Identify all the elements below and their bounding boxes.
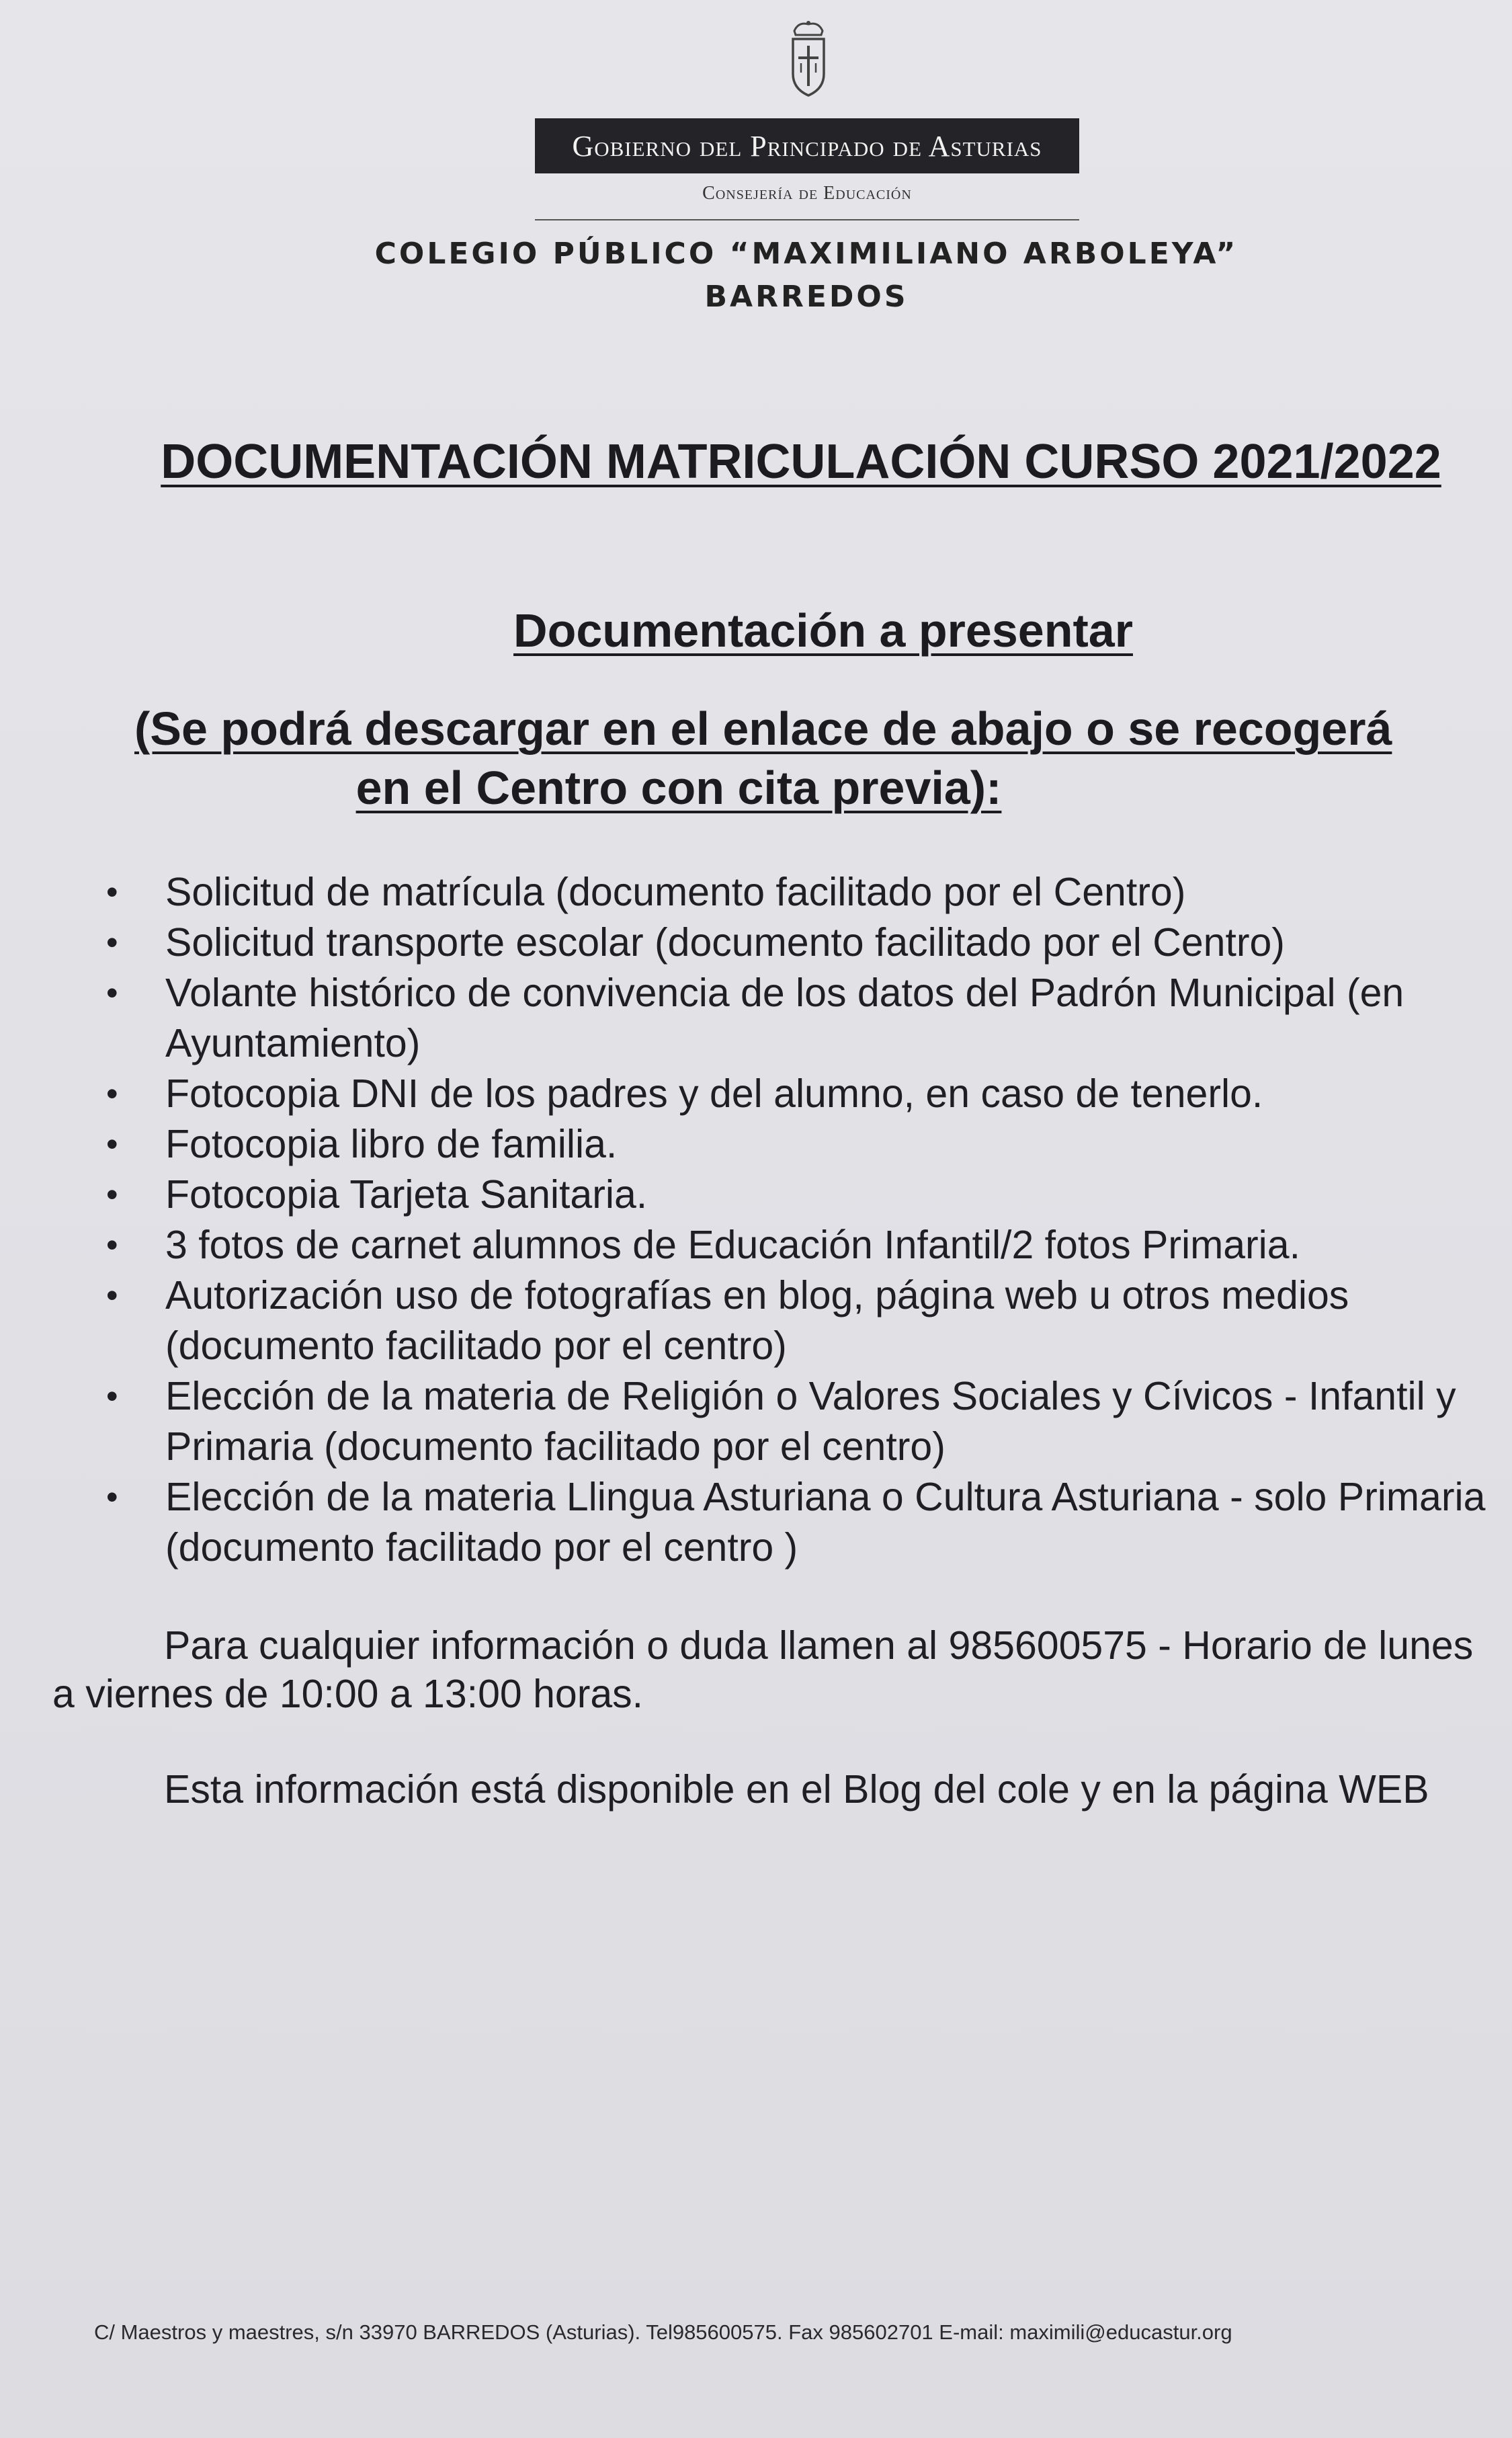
download-note-line1: (Se podrá descargar en el enlace de abajo o se recogerá bbox=[134, 702, 1392, 755]
list-item: • Fotocopia DNI de los padres y del alumno, en caso de tenerlo. bbox=[101, 1069, 1499, 1119]
list-item: • Fotocopia libro de familia. bbox=[101, 1119, 1499, 1170]
section-title: Documentación a presentar bbox=[513, 604, 1133, 657]
school-name: COLEGIO PÚBLICO “MAXIMILIANO ARBOLEYA” bbox=[374, 237, 1238, 271]
header-divider bbox=[535, 219, 1079, 220]
list-item: • Fotocopia Tarjeta Sanitaria. bbox=[101, 1170, 1499, 1220]
contact-paragraph: Para cualquier información o duda llamen al 985600575 - Horario de lunes a viernes de 10:00 a 13:00 horas. bbox=[52, 1623, 1474, 1716]
department-label: Consejería de Educación bbox=[702, 183, 912, 204]
footer-address: C/ Maestros y maestres, s/n 33970 BARREDOS (Asturias). Tel985600575. Fax 985602701 E-mail: maximili@educastur.org bbox=[94, 2320, 1232, 2344]
school-town: BARREDOS bbox=[704, 280, 909, 314]
download-note-line2: en el Centro con cita previa): bbox=[355, 762, 1002, 814]
list-item: • Elección de la materia de Religión o Valores Sociales y Cívicos - Infantil y Primaria (documento facilitado por el centro) bbox=[101, 1371, 1499, 1472]
government-banner: Gobierno del Principado de Asturias bbox=[535, 118, 1079, 173]
list-item: • Volante histórico de convivencia de los datos del Padrón Municipal (en Ayuntamiento) bbox=[101, 968, 1499, 1069]
document-title: DOCUMENTACIÓN MATRICULACIÓN CURSO 2021/2022 bbox=[161, 435, 1441, 489]
availability-paragraph: Esta información está disponible en el Blog del cole y en la página WEB bbox=[164, 1767, 1429, 1812]
coat-of-arms-icon bbox=[785, 19, 832, 99]
list-item: • Autorización uso de fotografías en blog, página web u otros medios (documento facilitado por el centro) bbox=[101, 1270, 1499, 1371]
download-note bbox=[134, 699, 1512, 817]
required-documents-list bbox=[101, 867, 1499, 1573]
list-item: • Solicitud transporte escolar (documento facilitado por el Centro) bbox=[101, 918, 1499, 968]
list-item: • Solicitud de matrícula (documento facilitado por el Centro) bbox=[101, 867, 1499, 918]
list-item: • 3 fotos de carnet alumnos de Educación Infantil/2 fotos Primaria. bbox=[101, 1220, 1499, 1270]
list-item: • Elección de la materia Llingua Asturiana o Cultura Asturiana - solo Primaria (documento facilitado por el centro ) bbox=[101, 1472, 1499, 1573]
